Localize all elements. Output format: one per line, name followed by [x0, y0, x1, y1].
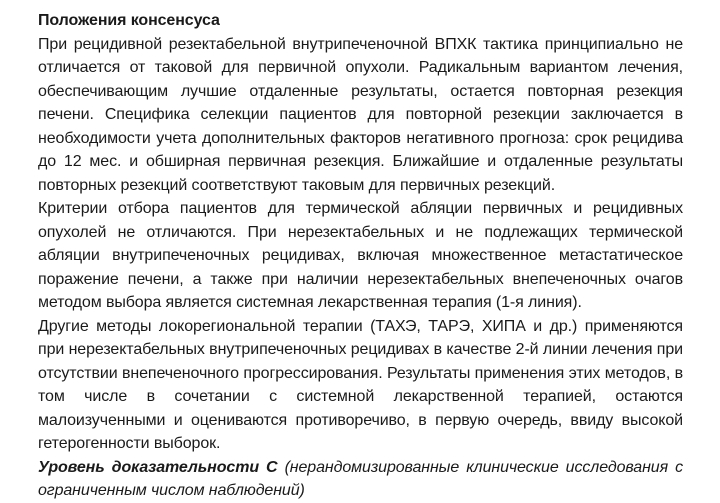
- paragraph-ablation: Критерии отбора пациентов для термической абляции первичных и рецидивных опухолей не отличаются. При нерезектабельных и не подлежащих термической абляции внутрипеченочных рецидивах, включая множественное метастатическое поражение печени, а также при наличии нерезектабельных внепеченочных очагов методом выбора является системная лекарственная терапия (1-я линия).: [38, 200, 683, 311]
- paragraph-resection: При рецидивной резектабельной внутрипеченочной ВПХК тактика принципиально не отличается от таковой для первичной опухоли. Радикальным вариантом лечения, обеспечивающим лучшие отдаленные результаты, остается повторная резекция печени. Специфика селекции пациентов для повторной резекции заключается в необходимости учета дополнительных факторов негативного прогноза: срок рецидива до 12 мес. и обширная первичная резекция. Ближайшие и отдаленные результаты повторных резекций соответствуют таковым для первичных резекций.: [38, 35, 683, 194]
- paragraph-locoregional: Другие методы локорегиональной терапии (ТАХЭ, ТАРЭ, ХИПА и др.) применяются при нерезектабельных внутрипеченочных рецидивах в качестве 2-й линии лечения при отсутствии внепеченочного прогрессирования. Результаты применения этих методов, в том числе в сочетании с системной лекарственной терапией, остаются малоизученными и оцениваются противоречиво, в первую очередь, ввиду высокой гетерогенности выборок.: [38, 317, 683, 452]
- evidence-note: (нерандомизированные клинические исследования с ограниченным числом наблюдений): [38, 458, 683, 499]
- section-heading: Положения консенсуса: [38, 12, 220, 29]
- evidence-statement: [38, 456, 683, 503]
- evidence-level: Уровень доказательности С: [38, 458, 278, 476]
